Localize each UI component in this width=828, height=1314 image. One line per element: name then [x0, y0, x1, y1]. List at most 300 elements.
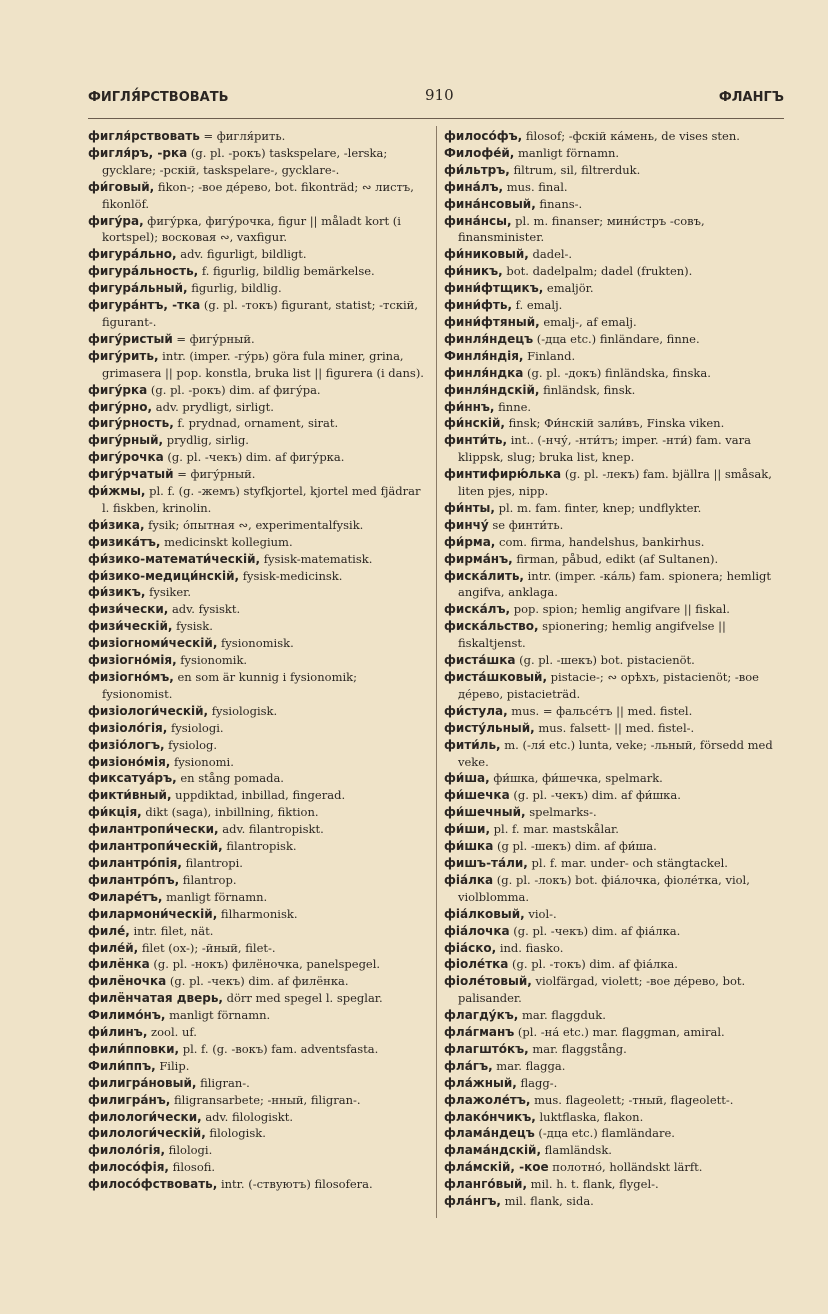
entry-headword: финтифирю́лька — [444, 467, 562, 482]
dictionary-entry — [88, 145, 430, 179]
dictionary-entry — [444, 415, 786, 432]
entry-headword: финля́ндскій, — [444, 382, 540, 397]
entry-definition: adv. filantropiskt. — [218, 822, 324, 837]
entry-definition: mar. flaggstång. — [528, 1041, 627, 1056]
entry-definition: (g. pl. -рокъ) dim. af фигу́ра. — [147, 382, 321, 397]
right-column — [444, 128, 786, 1210]
entry-definition: violfärgad, violett; -вое де́рево, bot. palisander. — [458, 974, 746, 1006]
entry-definition: fysisk. — [172, 619, 213, 634]
entry-headword: фи́линъ, — [88, 1025, 148, 1040]
dictionary-entry — [88, 534, 430, 551]
entry-definition: m. (-ля́ etc.) lunta, veke; -льный, försedd med veke. — [458, 737, 773, 769]
entry-definition: f. prydnad, ornament, sirat. — [173, 416, 339, 431]
dictionary-entry — [88, 551, 430, 568]
dictionary-entry — [88, 1092, 430, 1109]
entry-headword: финля́ндецъ — [444, 331, 534, 346]
dictionary-entry — [444, 720, 786, 737]
entry-definition: uppdiktad, inbillad, fingerad. — [171, 788, 346, 803]
dictionary-entry — [444, 1176, 786, 1193]
dictionary-entry — [88, 399, 430, 416]
entry-definition: filosof; -фскій ка́мень, de vises sten. — [522, 129, 740, 143]
entry-definition: dikt (saga), inbillning, fiktion. — [141, 805, 319, 820]
entry-headword: фигу́ра, — [88, 213, 144, 228]
entry-headword: фиска́лъ, — [444, 602, 511, 617]
dictionary-entry — [444, 872, 786, 906]
entry-headword: фигу́рка — [88, 382, 148, 397]
dictionary-entry — [88, 1142, 430, 1159]
dictionary-entry — [88, 838, 430, 855]
dictionary-entry — [444, 1159, 786, 1176]
dictionary-entry — [444, 973, 786, 1007]
entry-definition: mus. falsett- || med. fistel-. — [534, 720, 695, 735]
dictionary-entry — [88, 923, 430, 940]
entry-headword: фи́зикъ, — [88, 585, 146, 600]
entry-definition: pl. f. (g. -вокъ) fam. adventsfasta. — [179, 1041, 379, 1056]
entry-headword: фини́фтщикъ, — [444, 281, 544, 296]
entry-headword: филосо́фъ, — [444, 129, 523, 143]
dictionary-entry — [444, 669, 786, 703]
entry-definition: = фигу́рный. — [173, 467, 256, 482]
page-header — [88, 86, 784, 110]
entry-headword: фи́шечный, — [444, 805, 526, 820]
entry-headword: фигу́ристый — [88, 331, 173, 346]
entry-headword: фи́никъ, — [444, 264, 503, 279]
dictionary-entry — [444, 1041, 786, 1058]
dictionary-entry — [88, 179, 430, 213]
entry-definition: (g pl. -шекъ) dim. af фи́ша. — [493, 839, 657, 854]
entry-definition: filantropisk. — [222, 839, 297, 854]
entry-definition: filologisk. — [205, 1126, 266, 1141]
entry-definition: Finland. — [523, 348, 576, 363]
entry-headword: фина́лъ, — [444, 179, 504, 194]
entry-headword: фиска́льство, — [444, 619, 539, 634]
dictionary-entry — [444, 213, 786, 247]
entry-headword: физіо́логъ, — [88, 737, 165, 752]
entry-headword: фити́ль, — [444, 737, 501, 752]
entry-definition: adv. fysiskt. — [168, 602, 241, 617]
dictionary-entry — [444, 466, 786, 500]
entry-definition: filantrop. — [179, 872, 237, 887]
entry-definition: mus. flageolett; -тный, flageolett-. — [530, 1092, 734, 1107]
entry-headword: фигура́льный, — [88, 281, 188, 296]
dictionary-entry — [444, 280, 786, 297]
dictionary-entry — [444, 1109, 786, 1126]
entry-definition: (g. pl. -токъ) figurant, statist; -тскій, figurant-. — [102, 298, 419, 329]
dictionary-entry — [444, 1024, 786, 1041]
dictionary-entry — [444, 145, 786, 162]
entry-definition: filet (ox-); -йный, filet-. — [138, 940, 276, 955]
entry-headword: филантропи́чески, — [88, 822, 219, 837]
dictionary-entry — [88, 973, 430, 990]
entry-headword: физи́чески, — [88, 602, 169, 617]
entry-headword: физіоно́мія, — [88, 754, 171, 769]
dictionary-entry — [444, 314, 786, 331]
entry-headword: фина́нсы, — [444, 213, 512, 228]
entry-headword: физіологи́ческій, — [88, 703, 209, 718]
dictionary-entry — [444, 940, 786, 957]
left-column — [88, 128, 430, 1193]
entry-definition: pop. spion; hemlig angifvare || fiskal. — [510, 602, 730, 617]
entry-headword: фланго́вый, — [444, 1177, 528, 1192]
entry-definition: mil. h. t. flank, flygel-. — [527, 1177, 659, 1192]
entry-definition: luktflaska, flakon. — [535, 1109, 644, 1124]
dictionary-entry — [88, 466, 430, 483]
dictionary-entry — [444, 365, 786, 382]
entry-definition: = фигля́рить. — [199, 129, 286, 143]
entry-headword: фиста́шка — [444, 653, 516, 668]
column-divider — [436, 126, 437, 1218]
dictionary-entry — [444, 855, 786, 872]
entry-headword: физика́тъ, — [88, 534, 161, 549]
dictionary-entry — [88, 1075, 430, 1092]
dictionary-entry — [88, 128, 430, 145]
dictionary-entry — [88, 703, 430, 720]
entry-headword: фигура́нтъ, -тка — [88, 298, 201, 313]
dictionary-entry — [88, 652, 430, 669]
entry-definition: flamländsk. — [541, 1143, 612, 1158]
entry-headword: фигля́рствовать — [88, 129, 200, 143]
dictionary-entry — [88, 584, 430, 601]
entry-definition: fysionomik. — [176, 653, 248, 668]
entry-headword: фили́пповки, — [88, 1041, 180, 1056]
entry-definition: firman, påbud, edikt (af Sultanen). — [512, 551, 719, 566]
dictionary-entry — [88, 1058, 430, 1075]
entry-definition: adv. figurligt, bildligt. — [176, 247, 307, 262]
entry-headword: филёнка — [88, 957, 150, 972]
entry-definition: (-дца etc.) flamländare. — [534, 1126, 675, 1141]
entry-definition: intr. filet, nät. — [129, 923, 214, 938]
dictionary-entry — [88, 1159, 430, 1176]
entry-headword: фисту́льный, — [444, 720, 535, 735]
entry-definition: en som är kunnig i fysionomik; fysionomist. — [102, 670, 357, 701]
entry-headword: фи́ши, — [444, 822, 491, 837]
entry-definition: filosofi. — [169, 1160, 216, 1175]
entry-definition: finans-. — [535, 196, 583, 211]
entry-definition: figurlig, bildlig. — [187, 281, 282, 296]
dictionary-entry — [88, 669, 430, 703]
dictionary-entry — [88, 618, 430, 635]
dictionary-entry — [88, 635, 430, 652]
entry-headword: фіа́лка — [444, 872, 494, 887]
dictionary-entry — [88, 348, 430, 382]
entry-headword: филантропи́ческій, — [88, 839, 223, 854]
dictionary-entry — [444, 737, 786, 771]
entry-headword: фи́говый, — [88, 179, 155, 194]
dictionary-entry — [444, 196, 786, 213]
entry-headword: флако́нчикъ, — [444, 1109, 536, 1124]
entry-definition: filigran-. — [196, 1075, 250, 1090]
entry-headword: фіа́лочка — [444, 923, 510, 938]
dictionary-entry — [88, 213, 430, 247]
entry-headword: физіогноми́ческій, — [88, 636, 218, 651]
entry-headword: физіогно́мія, — [88, 653, 177, 668]
entry-headword: филологи́чески, — [88, 1109, 202, 1124]
dictionary-entry — [88, 821, 430, 838]
dictionary-entry — [88, 432, 430, 449]
dictionary-entry — [444, 906, 786, 923]
entry-headword: флама́ндскій, — [444, 1143, 542, 1158]
dictionary-entry — [444, 1075, 786, 1092]
dictionary-entry — [88, 382, 430, 399]
entry-headword: фла́гъ, — [444, 1058, 493, 1073]
entry-headword: фигу́рно, — [88, 399, 153, 414]
entry-headword: фи́кція, — [88, 805, 142, 820]
entry-definition: (g. pl. -чекъ) dim. af филёнка. — [166, 974, 349, 989]
entry-headword: фла́гманъ — [444, 1025, 515, 1040]
entry-headword: фиска́лить, — [444, 568, 524, 583]
entry-definition: (g. pl. -лекъ) fam. bjällra || småsak, liten pjes, nipp. — [458, 467, 772, 499]
dictionary-entry — [444, 703, 786, 720]
dictionary-entry — [88, 280, 430, 297]
entry-definition: (g. pl. -чекъ) dim. af фіа́лка. — [509, 923, 681, 938]
dictionary-entry — [444, 787, 786, 804]
entry-definition: filharmonisk. — [217, 906, 298, 921]
entry-headword: флагшто́къ, — [444, 1041, 529, 1056]
entry-definition: dadel-. — [528, 247, 573, 262]
entry-headword: фла́жный, — [444, 1075, 517, 1090]
entry-definition: pl. f. mar. under- och stängtackel. — [527, 855, 728, 870]
dictionary-entry — [88, 263, 430, 280]
entry-headword: фикти́вный, — [88, 788, 172, 803]
dictionary-entry — [88, 483, 430, 517]
entry-headword: фиксатуа́ръ, — [88, 771, 177, 786]
entry-definition: emaljör. — [543, 281, 594, 296]
entry-headword: фи́ннъ, — [444, 399, 495, 414]
entry-headword: фини́фтяный, — [444, 314, 540, 329]
entry-definition: filantropi. — [181, 855, 243, 870]
entry-definition: fysionomisk. — [217, 636, 294, 651]
dictionary-entry — [88, 415, 430, 432]
dictionary-entry — [444, 804, 786, 821]
entry-definition: filologi. — [165, 1143, 213, 1158]
entry-definition: (g. pl. -токъ) dim. af фіа́лка. — [508, 957, 678, 972]
entry-definition: (g. pl. -нокъ) филёночка, panelspegel. — [149, 957, 381, 972]
dictionary-entry — [444, 1092, 786, 1109]
entry-headword: фигу́рный, — [88, 433, 164, 448]
entry-headword: Финля́ндія, — [444, 348, 524, 363]
entry-definition: fysiolog. — [164, 737, 218, 752]
entry-headword: филантро́пія, — [88, 855, 182, 870]
entry-definition: mar. flagga. — [492, 1058, 566, 1073]
entry-definition: int.. (-нчу́, -нти́тъ; imper. -нти́) fam. vara klippsk, slug; bruka list, knep. — [458, 433, 751, 465]
dictionary-entry — [88, 331, 430, 348]
entry-headword: физіогно́мъ, — [88, 670, 174, 684]
entry-headword: филе́, — [88, 923, 130, 938]
dictionary-entry — [88, 855, 430, 872]
page-number: 910 — [425, 86, 454, 104]
dictionary-entry — [444, 517, 786, 534]
entry-definition: Filip. — [155, 1058, 190, 1073]
entry-definition: (g. pl. -шекъ) bot. pistacienöt. — [515, 653, 695, 668]
entry-definition: (pl. -на́ etc.) mar. flaggman, amiral. — [514, 1025, 725, 1040]
entry-headword: фиста́шковый, — [444, 670, 548, 684]
entry-headword: фла́мскій, -кое — [444, 1160, 549, 1175]
dictionary-entry — [444, 1125, 786, 1142]
entry-headword: фи́шка — [444, 839, 494, 854]
entry-headword: фина́нсовый, — [444, 196, 536, 211]
entry-headword: финчу́ — [444, 517, 489, 532]
entry-definition: spionering; hemlig angifvelse || fiskaltjenst. — [458, 619, 726, 651]
dictionary-entry — [88, 601, 430, 618]
entry-definition: pl. m. finanser; мини́стръ -совъ, finansminister. — [458, 213, 705, 245]
entry-headword: фи́зико-математи́ческій, — [88, 551, 261, 566]
dictionary-entry — [444, 838, 786, 855]
dictionary-entry — [444, 1193, 786, 1210]
entry-headword: флагду́къ, — [444, 1008, 519, 1023]
dictionary-entry — [88, 720, 430, 737]
entry-definition: mus. = фальсе́тъ || med. fistel. — [507, 703, 693, 718]
dictionary-entry — [444, 382, 786, 399]
dictionary-entry — [88, 517, 430, 534]
entry-definition: fysik; о́пытная ∾, experimentalfysik. — [144, 517, 364, 532]
entry-headword: филе́й, — [88, 940, 139, 955]
dictionary-entry — [444, 652, 786, 669]
dictionary-entry — [88, 804, 430, 821]
entry-headword: филосо́фія, — [88, 1160, 169, 1175]
entry-definition: pl. m. fam. finter, knep; undflykter. — [494, 500, 702, 515]
dictionary-entry — [88, 1109, 430, 1126]
entry-definition: com. firma, handelshus, bankirhus. — [495, 534, 705, 549]
entry-definition: medicinskt kollegium. — [160, 534, 293, 549]
entry-definition: finsk; Фи́нскій зали́въ, Finska viken. — [504, 416, 725, 431]
entry-headword: фигура́льно, — [88, 247, 177, 262]
entry-definition: f. emalj. — [512, 298, 563, 313]
entry-headword: фи́зико-медици́нскій, — [88, 568, 240, 583]
entry-headword: филантро́пъ, — [88, 872, 180, 887]
dictionary-entry — [88, 872, 430, 889]
entry-definition: manligt förnamn. — [165, 1008, 271, 1023]
dictionary-entry — [444, 551, 786, 568]
dictionary-entry — [444, 601, 786, 618]
dictionary-entry — [88, 1041, 430, 1058]
header-right-guideword: ФЛАНГЪ — [718, 90, 784, 105]
entry-headword: физіоло́гія, — [88, 720, 168, 735]
entry-definition: fysisk-matematisk. — [260, 551, 373, 566]
entry-headword: Филаре́тъ, — [88, 889, 163, 904]
entry-definition: mus. final. — [503, 179, 568, 194]
entry-definition: manligt förnamn. — [162, 889, 268, 904]
entry-headword: финля́ндка — [444, 365, 524, 380]
dictionary-entry — [444, 500, 786, 517]
entry-definition: adv. prydligt, sirligt. — [152, 399, 274, 414]
entry-headword: фи́стула, — [444, 703, 508, 718]
entry-headword: фигура́льность, — [88, 264, 199, 279]
entry-definition: adv. filologiskt. — [201, 1109, 294, 1124]
dictionary-entry — [444, 246, 786, 263]
dictionary-entry — [88, 990, 430, 1007]
entry-headword: филосо́фствовать, — [88, 1177, 218, 1192]
entry-definition: fysiker. — [145, 585, 192, 600]
entry-definition: intr. (imper. -гу́рь) göra fula miner, grina, grimasera || pop. konstla, bruka list || figurera (i dans). — [102, 348, 424, 380]
dictionary-entry — [88, 1176, 430, 1193]
entry-headword: филёночка — [88, 974, 167, 989]
entry-definition: фи́шка, фи́шечка, spelmark. — [489, 771, 663, 786]
entry-definition: pistacie-; ∾ орѣхъ, pistacienöt; -вое де́рево, pistacieträd. — [458, 670, 759, 701]
dictionary-entry — [444, 1142, 786, 1159]
entry-headword: фи́ша, — [444, 771, 490, 786]
dictionary-entry — [88, 956, 430, 973]
entry-headword: Фили́ппъ, — [88, 1058, 156, 1073]
entry-headword: филоло́гія, — [88, 1143, 166, 1158]
dictionary-entry — [88, 568, 430, 585]
dictionary-entry — [444, 956, 786, 973]
entry-headword: филармони́ческій, — [88, 906, 218, 921]
entry-definition: fysiologisk. — [208, 703, 278, 718]
entry-definition: bot. dadelpalm; dadel (frukten). — [502, 264, 693, 279]
entry-headword: флама́ндецъ — [444, 1126, 535, 1141]
dictionary-entry — [88, 1007, 430, 1024]
entry-definition: fysisk-medicinsk. — [239, 568, 343, 583]
dictionary-entry — [444, 1007, 786, 1024]
entry-headword: фигу́рочка — [88, 450, 164, 465]
entry-definition: prydlig, sirlig. — [163, 433, 249, 448]
entry-headword: фи́никовый, — [444, 247, 529, 262]
entry-headword: фигу́рность, — [88, 416, 174, 431]
dictionary-entry — [444, 821, 786, 838]
entry-definition: fysiologi. — [167, 720, 224, 735]
entry-definition: dörr med spegel l. speglar. — [222, 991, 383, 1006]
dictionary-entry — [88, 787, 430, 804]
entry-definition: se финти́ть. — [488, 517, 564, 532]
entry-definition: mar. flaggduk. — [518, 1008, 606, 1023]
entry-definition: (g. pl. -локъ) bot. фіа́лочка, фіоле́тка, viol, violblomma. — [458, 872, 750, 904]
entry-headword: филёнчатая дверь, — [88, 991, 223, 1006]
dictionary-entry — [444, 348, 786, 365]
dictionary-entry — [88, 1024, 430, 1041]
entry-definition: (g. pl. -докъ) finländska, finska. — [523, 365, 711, 380]
entry-definition: fikon-; -вое де́рево, bot. fikonträd; ∾ листъ, fikonlöf. — [102, 179, 414, 211]
entry-definition: emalj-, af emalj. — [539, 314, 637, 329]
dictionary-entry — [444, 162, 786, 179]
dictionary-entry — [88, 1125, 430, 1142]
entry-definition: (-дца etc.) finländare, finne. — [533, 331, 700, 346]
dictionary-entry — [444, 618, 786, 652]
entry-headword: фигу́рчатый — [88, 467, 174, 482]
entry-definition: spelmarks-. — [525, 805, 597, 820]
entry-headword: фирма́нъ, — [444, 551, 513, 566]
entry-headword: фишъ-та́ли, — [444, 855, 528, 870]
entry-definition: = фигу́рный. — [172, 331, 255, 346]
entry-headword: фіоле́тка — [444, 957, 509, 972]
entry-headword: фла́нгъ, — [444, 1194, 501, 1209]
entry-definition: zool. uf. — [147, 1025, 197, 1040]
entry-headword: фи́зика, — [88, 517, 145, 532]
entry-definition: ind. fiasko. — [496, 940, 564, 955]
entry-headword: Филимо́нъ, — [88, 1008, 166, 1023]
dictionary-entry — [444, 1058, 786, 1075]
entry-definition: intr. (imper. -ка́ль) fam. spionera; hemligt angifva, anklaga. — [458, 568, 772, 600]
entry-definition: mil. flank, sida. — [500, 1194, 594, 1209]
entry-definition: фигу́рка, фигу́рочка, figur || måladt kort (i kortspel); восковая ∾, vaxfigur. — [102, 213, 401, 245]
entry-headword: фи́рма, — [444, 534, 496, 549]
entry-headword: флажоле́тъ, — [444, 1092, 531, 1107]
entry-definition: en stång pomada. — [176, 771, 284, 786]
entry-definition: filtrum, sil, filtrerduk. — [509, 162, 641, 177]
dictionary-entry — [444, 432, 786, 466]
entry-headword: Филофе́й, — [444, 145, 515, 160]
entry-headword: фи́нты, — [444, 500, 495, 515]
entry-headword: филологи́ческій, — [88, 1126, 206, 1141]
entry-definition: полотно́, holländskt lärft. — [548, 1160, 703, 1175]
dictionary-entry — [444, 263, 786, 280]
entry-definition: intr. (-ствуютъ) filosofera. — [217, 1177, 373, 1192]
dictionary-entry — [88, 246, 430, 263]
dictionary-entry — [444, 297, 786, 314]
entry-definition: f. figurlig, bildlig bemärkelse. — [198, 264, 375, 279]
entry-definition: flagg-. — [516, 1075, 558, 1090]
dictionary-entry — [88, 889, 430, 906]
entry-definition: (g. pl. -рокъ) taskspelare, -lerska; gycklare; -рскій, taskspelare-, gycklare-. — [102, 145, 388, 177]
